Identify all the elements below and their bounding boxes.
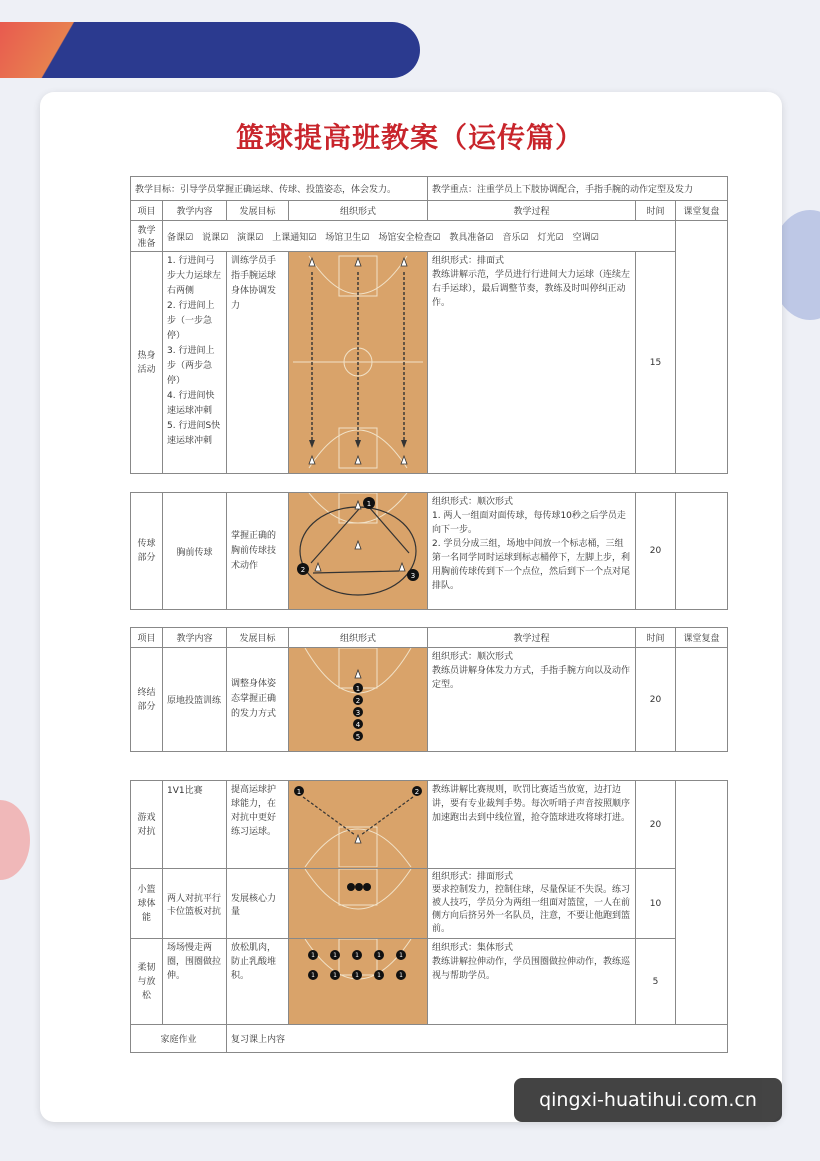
plan-table-1 — [130, 176, 728, 474]
pass-court-diagram — [289, 493, 428, 610]
pass-content: 胸前传球 — [163, 493, 227, 610]
hdr3-item: 项目 — [131, 628, 163, 648]
svg-text:1: 1 — [399, 972, 403, 979]
svg-text:1: 1 — [399, 952, 403, 959]
svg-text:4: 4 — [355, 721, 361, 729]
plan-table-2 — [130, 492, 728, 610]
homework-label: 家庭作业 — [131, 1025, 227, 1053]
warmup-process: 组织形式：排面式 教练讲解示范，学员进行行进间大力运球（连续左右手运球），最后调整节奏，教练及时叫停纠正动作。 — [428, 252, 636, 474]
svg-text:2: 2 — [355, 697, 361, 705]
prep-items: 备课☑ 说课☑ 演课☑ 上课通知☑ 场馆卫生☑ 场馆安全检查☑ 教具准备☑ 音乐☑ 灯光☑ 空调☑ — [163, 221, 676, 252]
warmup-label: 热身活动 — [131, 252, 163, 474]
review-cell-4 — [676, 781, 728, 1025]
svg-text:1: 1 — [366, 500, 372, 508]
svg-text:3: 3 — [410, 572, 416, 580]
header-accent — [0, 22, 90, 78]
hdr3-dev: 发展目标 — [227, 628, 289, 648]
relax-label: 柔韧与放松 — [131, 939, 163, 1025]
hdr-process: 教学过程 — [428, 201, 636, 221]
relax-process: 组织形式：集体形式 教练讲解拉伸动作，学员围圈做拉伸动作，教练巡视与帮助学员。 — [428, 939, 636, 1025]
pass-dev: 掌握正确的胸前传球技术动作 — [227, 493, 289, 610]
core-time: 10 — [636, 869, 676, 939]
hdr3-process: 教学过程 — [428, 628, 636, 648]
hdr-org: 组织形式 — [289, 201, 428, 221]
pass-label: 传球部分 — [131, 493, 163, 610]
hdr3-content: 教学内容 — [163, 628, 227, 648]
svg-text:3: 3 — [355, 709, 361, 717]
warmup-court-diagram — [289, 252, 428, 474]
game-process: 教练讲解比赛规则，吹罚比赛适当放宽，边打边讲，要有专业裁判手势。每次听哨子声音按照顺序加速跑出去到中线位置，抢夺篮球进攻将球打进。 — [428, 781, 636, 869]
game-label: 游戏对抗 — [131, 781, 163, 869]
page-title: 篮球提高班教案（运传篇） — [235, 121, 584, 154]
finish-court-diagram — [289, 648, 428, 752]
core-label: 小篮球体能 — [131, 869, 163, 939]
svg-text:1: 1 — [355, 685, 361, 693]
watermark: qingxi-huatihui.com.cn — [514, 1078, 782, 1122]
hdr3-review: 课堂复盘 — [676, 628, 728, 648]
relax-time: 5 — [636, 939, 676, 1025]
prep-label: 教学准备 — [131, 221, 163, 252]
relax-content: 场场慢走两圈，围圈做拉伸。 — [163, 939, 227, 1025]
pass-process: 组织形式：顺次形式 1. 两人一组面对面传球，每传球10秒之后学员走向下一步。 2. 学员分成三组，场地中间放一个标志桶，三组第一名同学同时运球到标志桶停下，左脚上步，利用胸前传球传到下一个点位，然后到下一个点对尾排队。 — [428, 493, 636, 610]
relax-court-svg — [289, 939, 427, 1023]
plan-table-3 — [130, 627, 728, 752]
game-time: 20 — [636, 781, 676, 869]
pass-time: 20 — [636, 493, 676, 610]
core-content: 两人对抗平行卡位篮板对抗 — [163, 869, 227, 939]
finish-process: 组织形式：顺次形式 教练员讲解身体发力方式，手指手腕方向以及动作定型。 — [428, 648, 636, 752]
goal-cell: 教学目标：引导学员掌握正确运球、传球、投篮姿态，体会发力。 — [131, 177, 428, 201]
hdr3-org: 组织形式 — [289, 628, 428, 648]
svg-text:2: 2 — [300, 566, 306, 574]
relax-court-diagram — [289, 939, 428, 1025]
svg-text:1: 1 — [333, 972, 337, 979]
svg-text:5: 5 — [355, 733, 361, 741]
hdr-content: 教学内容 — [163, 201, 227, 221]
court-svg — [289, 252, 427, 472]
svg-text:1: 1 — [333, 952, 337, 959]
finish-label: 终结部分 — [131, 648, 163, 752]
core-process: 组织形式：排面形式 要求控制发力，控制住球，尽量保证不失误。练习被人技巧，学员分为两组一组面对篮筐，一人在前侧方向后挤另外一名队员，注意，不要让他跑到篮前。 — [428, 869, 636, 939]
svg-text:1: 1 — [296, 788, 302, 796]
core-dev: 发展核心力量 — [227, 869, 289, 939]
plan-table-4 — [130, 780, 728, 1053]
game-court-svg — [289, 781, 427, 867]
svg-text:1: 1 — [355, 952, 359, 959]
pass-court-svg — [289, 493, 427, 607]
svg-text:1: 1 — [311, 952, 315, 959]
relax-dev: 放松肌肉，防止乳酸堆积。 — [227, 939, 289, 1025]
review-cell-3 — [676, 648, 728, 752]
focus-cell: 教学重点：注重学员上下肢协调配合，手指手腕的动作定型及发力 — [428, 177, 728, 201]
warmup-content: 1. 行进间弓步大力运球左右两侧 2. 行进间上步（一步急停） 3. 行进间上步（两步急停） 4. 行进间快速运球冲刺 5. 行进间S快速运球冲刺 — [163, 252, 227, 474]
hdr-dev: 发展目标 — [227, 201, 289, 221]
decor-circle-left — [0, 800, 30, 880]
review-cell-2 — [676, 493, 728, 610]
finish-content: 原地投篮训练 — [163, 648, 227, 752]
warmup-dev: 训练学员手指手腕运球身体协调发力 — [227, 252, 289, 474]
hdr-time: 时间 — [636, 201, 676, 221]
svg-text:1: 1 — [311, 972, 315, 979]
hdr3-time: 时间 — [636, 628, 676, 648]
svg-text:1: 1 — [355, 972, 359, 979]
game-dev: 提高运球护球能力，在对抗中更好练习运球。 — [227, 781, 289, 869]
review-cell-1 — [676, 221, 728, 474]
game-content: 1V1比赛 — [163, 781, 227, 869]
hdr-item: 项目 — [131, 201, 163, 221]
svg-text:1: 1 — [377, 952, 381, 959]
core-court-diagram — [289, 869, 428, 939]
finish-court-svg — [289, 648, 427, 750]
homework-text: 复习课上内容 — [227, 1025, 728, 1053]
svg-text:1: 1 — [377, 972, 381, 979]
finish-time: 20 — [636, 648, 676, 752]
hdr-review: 课堂复盘 — [676, 201, 728, 221]
game-court-diagram — [289, 781, 428, 869]
core-court-svg — [289, 869, 427, 937]
finish-dev: 调整身体姿态掌握正确的发力方式 — [227, 648, 289, 752]
warmup-time: 15 — [636, 252, 676, 474]
svg-text:2: 2 — [414, 788, 420, 796]
